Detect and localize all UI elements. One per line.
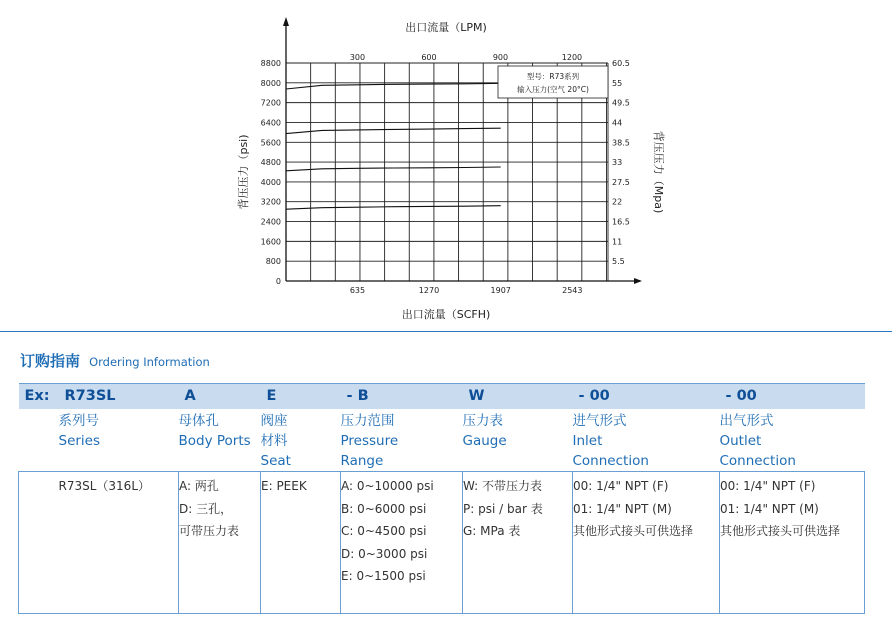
header-cell (720, 409, 865, 472)
x-bottom-tick-label: 1270 (418, 286, 440, 295)
ex-code-cell: - 00 (573, 384, 720, 410)
header-text: Range (340, 453, 384, 469)
header-row (19, 409, 865, 472)
x-bottom-tick-label: 635 (349, 286, 366, 295)
option-text: B: 0~6000 psi (341, 501, 427, 516)
y-left-tick-label: 4800 (260, 158, 281, 168)
y-left-tick-label: 8000 (260, 78, 281, 88)
x-top-tick-label: 900 (492, 53, 509, 62)
option-cell (179, 472, 261, 614)
header-cell (19, 409, 59, 472)
option-text: A: 0~10000 psi (341, 479, 434, 493)
y-axis-arrow (283, 17, 289, 26)
header-text: Connection (572, 453, 649, 469)
header-cell (59, 409, 179, 472)
legend-line-2: 输入压力(空气 20°C) (517, 85, 589, 94)
ex-code-cell: Ex: (19, 384, 59, 410)
y-right-tick-label: 60.5 (612, 59, 630, 68)
option-text: W: 不带压力表 (463, 479, 543, 493)
section-title-cn: 订购指南 (20, 352, 81, 370)
y-right-tick-label: 33 (612, 158, 623, 168)
option-text: C: 0~4500 psi (341, 524, 427, 538)
header-cell (341, 409, 463, 472)
ex-code-cell: R73SL (59, 384, 179, 410)
ex-code-cell: - B (341, 384, 463, 410)
header-text: Pressure (340, 433, 399, 449)
chart-axes (283, 17, 642, 284)
chart-series (286, 83, 501, 209)
option-text: 其他形式接头可供选择 (720, 524, 841, 538)
y-left-tick-label: 0 (275, 277, 281, 286)
ex-code-cell: W (463, 384, 573, 410)
option-text: G: MPa 表 (463, 524, 521, 538)
y-right-tick-label: 11 (612, 237, 623, 247)
option-text: D: 三孔， (179, 501, 233, 516)
header-text: 出气形式 (719, 413, 774, 429)
option-cell (463, 472, 573, 614)
option-cell (19, 472, 59, 614)
option-text: 01: 1/4" NPT (M) (720, 501, 819, 516)
option-cell (261, 472, 341, 614)
header-text: Seat (260, 453, 291, 469)
series-line (286, 167, 501, 171)
y-right-tick-label: 55 (612, 78, 623, 88)
chart-ylabel-right: 背压压力（Mpa) (652, 130, 665, 214)
y-right-tick-label: 27.5 (612, 177, 630, 187)
x-axis-arrow (634, 278, 642, 284)
option-cell (720, 472, 865, 614)
option-text: E: 0~1500 psi (341, 569, 426, 583)
y-right-tick-label: 49.5 (612, 98, 630, 108)
chart-legend (498, 66, 608, 98)
option-text: 00: 1/4" NPT (F) (720, 479, 816, 493)
section-title (20, 350, 210, 371)
legend-line-1: 型号：R73系列 (526, 72, 580, 81)
header-text: 阀座 (260, 413, 288, 429)
y-left-tick-label: 7200 (260, 98, 281, 108)
option-text: 其他形式接头可供选择 (573, 524, 694, 538)
header-text: Inlet (572, 433, 603, 449)
header-text: 系列号 (58, 413, 99, 429)
y-right-tick-label: 44 (612, 118, 623, 128)
ex-code-cell: - 00 (720, 384, 865, 410)
options-row (19, 472, 865, 614)
option-cell (341, 472, 463, 614)
option-text: D: 0~3000 psi (341, 546, 428, 561)
header-text: Body Ports (178, 433, 251, 449)
option-text: 可带压力表 (179, 524, 240, 538)
option-text: A: 两孔 (179, 479, 219, 493)
y-left-tick-label: 2400 (260, 217, 281, 227)
chart-ylabel-left: 背压压力（psi) (237, 134, 250, 210)
x-top-tick-label: 600 (421, 53, 437, 62)
option-text: E: PEEK (261, 479, 307, 493)
y-left-tick-label: 5600 (260, 138, 281, 148)
x-top-tick-label: 1200 (561, 53, 583, 62)
y-right-tick-label: 22 (612, 197, 623, 207)
ex-code-cell: A (179, 384, 261, 410)
header-cell (573, 409, 720, 472)
chart-title-top: 出口流量（LPM) (405, 21, 487, 34)
ordering-table (18, 383, 865, 614)
series-line (286, 83, 501, 89)
header-text: 材料 (260, 433, 288, 449)
y-left-tick-label: 800 (265, 257, 281, 267)
header-text: Gauge (462, 433, 507, 449)
series-line (286, 128, 501, 133)
y-right-tick-label: 16.5 (612, 217, 630, 227)
y-left-tick-label: 3200 (260, 197, 281, 207)
y-right-tick-label: 38.5 (612, 138, 630, 148)
header-text: Outlet (719, 433, 762, 449)
y-left-tick-label: 6400 (260, 118, 281, 128)
header-text: 压力范围 (340, 413, 395, 429)
option-cell (573, 472, 720, 614)
series-line (286, 206, 501, 210)
chart-title-bottom: 出口流量（SCFH) (401, 308, 491, 321)
header-text: 进气形式 (572, 413, 627, 429)
section-title-en: Ordering Information (89, 355, 210, 369)
option-text: 01: 1/4" NPT (M) (573, 501, 672, 516)
header-cell (261, 409, 341, 472)
y-left-tick-label: 8800 (260, 59, 281, 68)
header-text: 压力表 (462, 413, 503, 429)
option-text: 00: 1/4" NPT (F) (573, 479, 669, 493)
y-left-tick-label: 4000 (260, 177, 281, 187)
y-left-tick-label: 1600 (260, 237, 281, 247)
x-bottom-tick-label: 1907 (490, 286, 511, 295)
header-text: Connection (719, 453, 796, 469)
example-code-row (19, 384, 865, 410)
header-text: Series (58, 433, 101, 449)
option-cell (59, 472, 179, 614)
option-text: R73SL（316L） (58, 479, 151, 493)
section-divider (0, 331, 892, 332)
header-cell (179, 409, 261, 472)
x-top-tick-label: 300 (349, 53, 366, 62)
y-right-tick-label: 5.5 (612, 257, 625, 267)
ex-code-cell: E (261, 384, 341, 410)
x-bottom-tick-label: 2543 (562, 286, 583, 295)
header-text: 母体孔 (178, 413, 219, 429)
header-cell (463, 409, 573, 472)
option-text: P: psi / bar 表 (463, 501, 543, 516)
